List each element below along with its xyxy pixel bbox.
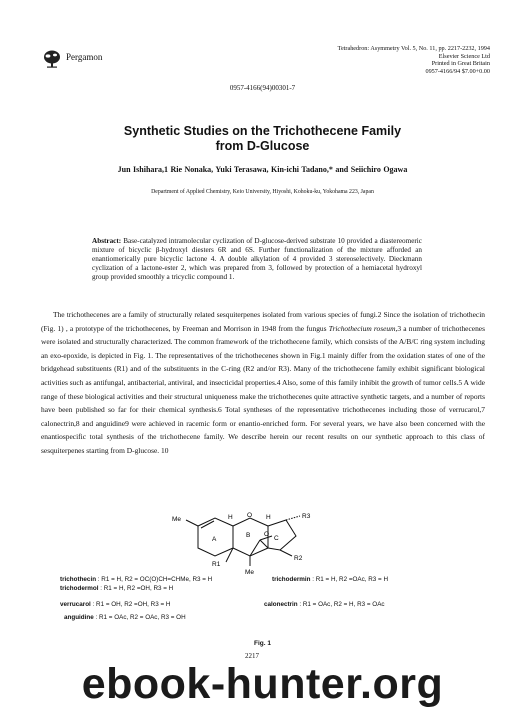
copyright-line: Elsevier Science Ltd: [438, 52, 490, 60]
title-line-2: from D-Glucose: [215, 139, 310, 153]
page-number: 2217: [245, 652, 259, 660]
compound-list: [60, 576, 460, 636]
abstract-label: Abstract:: [92, 237, 122, 245]
compound-substituents: : R1 = H, R2 =OH, R3 = H: [98, 585, 174, 592]
compound-name: trichodermol: [60, 585, 99, 592]
compound-substituents: : R1 = OH, R2 =OH, R3 = H: [90, 601, 171, 608]
author-list: Jun Ishihara,1 Rie Nonaka, Yuki Terasawa, Kin-ichi Tadano,* and Seiichiro Ogawa: [117, 165, 408, 174]
atom-h-right: H: [266, 514, 271, 521]
issn-line: 0957-4166/94 $7.00+0.00: [425, 67, 490, 75]
abstract: [92, 237, 422, 282]
compound-trichothecin: [60, 576, 212, 583]
compound-name: verrucarol: [60, 601, 91, 608]
compound-substituents: : R1 = OAc, R2 = H, R3 = OAc: [297, 601, 385, 608]
watermark-text: ebook-hunter.org: [81, 660, 444, 708]
title-line-1: Synthetic Studies on the Trichothecene Family: [123, 124, 402, 138]
compound-anguidine: [64, 614, 186, 621]
atom-o-ring: O: [247, 512, 253, 519]
compound-name: anguidine: [64, 614, 94, 621]
printed-line: Printed in Great Britain: [431, 60, 490, 68]
atom-r3: R3: [302, 513, 311, 520]
atom-me-top: Me: [172, 516, 182, 523]
compound-substituents: : R1 = H, R2 = OC(O)CH=CHMe, R3 = H: [96, 576, 213, 583]
compound-name: trichothecin: [60, 576, 97, 583]
journal-line: Tetrahedron: Asymmetry Vol. 5, No. 11, pp. 2217-2232, 1994: [337, 45, 490, 52]
atom-r2: R2: [294, 555, 303, 562]
ring-label-b: B: [246, 532, 251, 539]
compound-substituents: : R1 = H, R2 =OAc, R3 = H: [310, 576, 389, 583]
body-paragraph: [41, 308, 485, 458]
compound-verrucarol: [60, 601, 170, 608]
figure-caption: Fig. 1: [254, 640, 271, 647]
abstract-text: Base-catalyzed intramolecular cyclization of D-glucose-derived substrate 10 provided a diastereomeric mixture of bicyclic β-hydroxyl diesters 6R and 6S. Further functionalization of the mixture afforded an enantiomerically pure bicyclic lactone 4. A double alkylation of 4 provided 3 stereoselectively. Dieckmann cyclization of a lactone-ester 2, which was prepared from 3, followed by protection of a hemiacetal hydroxyl group provided smoothly a tricyclic compound 1.: [92, 237, 422, 282]
paper-title: [0, 124, 525, 154]
ring-label-c: C: [274, 535, 279, 542]
atom-o-epoxide: O: [264, 531, 270, 538]
compound-name: trichodermin: [272, 576, 311, 583]
atom-h-top: H: [228, 514, 233, 521]
affiliation: Department of Applied Chemistry, Keio University, Hiyoshi, Kohoku-ku, Yokohama 223, Japan: [151, 189, 374, 195]
journal-info: [290, 45, 490, 75]
compound-calonectrin: [264, 601, 385, 608]
atom-me-bottom: Me: [245, 569, 255, 576]
pergamon-tree-logo: [42, 50, 62, 68]
body-text-1: The trichothecenes are a family of structurally related sesquiterpenes isolated from various species of fungi.2 Since the isolation of trichothecin (Fig. 1) , a prototype of the trichothecenes, by Freeman and Morrison in 1948 from the fungus: [41, 310, 485, 333]
trichothecene-structure: [168, 506, 338, 576]
organism-name: Trichothecium roseum: [328, 323, 396, 333]
atom-r1: R1: [212, 561, 221, 568]
structure-bonds: [186, 516, 300, 566]
compound-name: calonectrin: [264, 601, 298, 608]
compound-trichodermin: [272, 576, 388, 583]
body-text-2: ,3 a number of trichothecenes were isolated and structurally characterized. The common framework of the trichothecene family, which consists of the A/B/C ring system including an exo-epoxide, is depicted in Fig. 1. The representatives of the trichothecenes shown in Fig.1 mainly differ from the oxidation states of one of the bridgehead substituents (R1) and of the substituents in the C-ring (R2 and/or R3). Many of the trichothecene family exhibit significant biological activities such as antifungal, antibacterial, antiviral, and insecticidal properties.4 Also, some of this family inhibit the growth of tumor cells.5 A wide range of these biological activities and their structural uniqueness make the trichothecenes quite attractive synthetic targets, and a number of reports have been published so far for their chemical synthesis.6 Total syntheses of the representative trichothecenes including those of verrucarol,7 calonectrin,8 and anguidine9 were achieved in racemic form or enantio-enriched form. For several years, we have also been concerned with the enantiospecific total synthesis of the trichothecene family. We describe herein our recent results on our synthetic approach to this class of sesquiterpenes starting from D-glucose. 10: [41, 323, 485, 455]
document-id: 0957-4166(94)00301-7: [229, 84, 296, 92]
compound-substituents: : R1 = OAc, R2 = OAc, R3 = OH: [93, 614, 186, 621]
compound-trichodermol: [60, 585, 173, 592]
ring-label-a: A: [212, 536, 217, 543]
publisher-name: Pergamon: [66, 52, 103, 62]
